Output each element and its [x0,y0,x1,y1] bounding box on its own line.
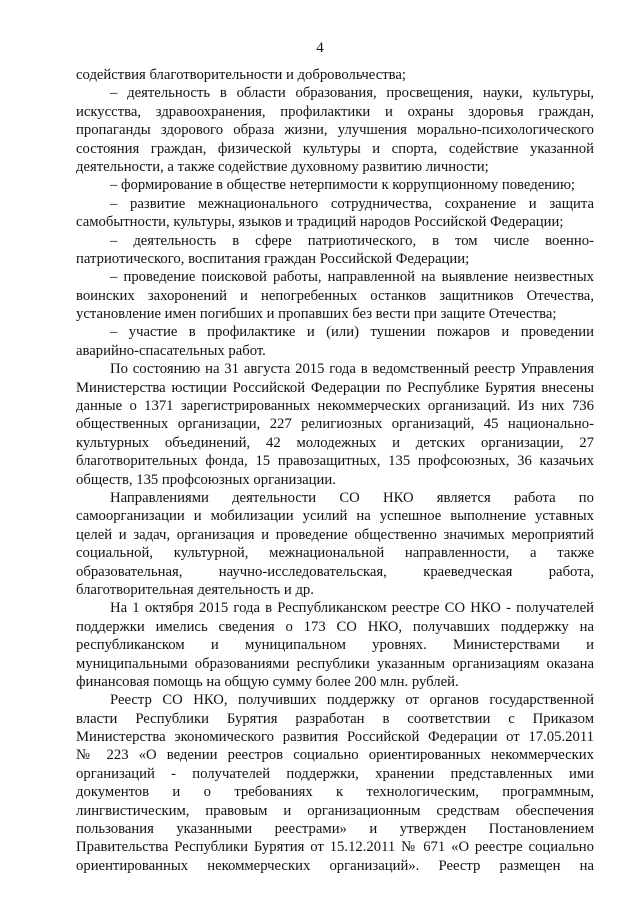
text-line: образовательная, научно-исследовательская, краеведческая работа, [76,563,594,580]
text-line: муниципальными образованиями республики указанным организациям оказана [76,655,594,672]
text-line: № 223 «О ведении реестров социально ориентированных некоммерческих [76,747,594,764]
text-line: республиканском и муниципальном уровнях. Министерствами и [76,637,594,654]
text-line: искусства, здравоохранения, профилактики и охраны здоровья граждан, [76,103,594,120]
text-line: пропаганды здорового образа жизни, улучшения морально-психологического [76,122,594,139]
text-line: данные о 1371 зарегистрированных некоммерческих организаций. Из них 736 [76,398,594,415]
text-line: социальной, культурной, межнациональной направленности, а также [76,545,594,562]
body-text [76,66,594,875]
text-line: патриотического, воспитания граждан Российской Федерации; [76,250,470,267]
text-line: воинских захоронений и непогребенных останков защитников Отечества, [76,287,594,304]
text-line: По состоянию на 31 августа 2015 года в ведомственный реестр Управления [110,361,594,378]
text-line: состояния граждан, физической культуры и спорта, содействие указанной [76,140,594,157]
text-line: обществ, 135 профсоюзных организации. [76,471,336,488]
text-line: финансовая помощь на общую сумму более 200 млн. рублей. [76,673,459,690]
text-line: – развитие межнационального сотрудничества, сохранение и защита [110,195,594,212]
text-line: Министерства юстиции Российской Федерации по Республике Бурятия внесены [76,379,594,396]
text-line: благотворительная деятельность и др. [76,581,314,598]
text-line: власти Республики Бурятия разработан в соответствии с Приказом [76,710,594,727]
text-line: – формирование в обществе нетерпимости к коррупционному поведению; [110,177,576,194]
text-line: документов и о требованиях к технологическим, программным, [76,784,594,801]
text-line: – проведение поисковой работы, направленной на выявление неизвестных [110,269,594,286]
text-line: пользования указанными реестрами» и утвержден Постановлением [76,821,594,838]
text-line: Министерства экономического развития Российской Федерации от 17.05.2011 [76,729,594,746]
text-line: поддержки имелись сведения о 173 СО НКО, получавших поддержку на [76,618,594,635]
text-line: содействия благотворительности и добровольчества; [76,67,406,83]
text-line: общественных организации, 227 религиозных организаций, 45 национально- [76,416,594,433]
text-line: деятельности, а также содействие духовному развитию личности; [76,158,489,175]
page-number: 4 [316,40,324,56]
text-line: установление имен погибших и пропавших без вести при защите Отечества; [76,306,557,323]
text-line: – участие в профилактике и (или) тушении пожаров и проведении [110,324,594,341]
text-line: аварийно-спасательных работ. [76,342,266,359]
text-line: – деятельность в области образования, просвещения, науки, культуры, [110,85,594,102]
text-line: Направлениями деятельности СО НКО является работа по [110,489,594,506]
text-line: целей и задач, организация и проведение общественно значимых мероприятий [76,526,594,543]
text-line: культурных объединений, 42 молодежных и детских организации, 27 [76,434,594,451]
text-line: лингвистическим, правовым и организационным средствам обеспечения [76,802,594,819]
text-line: Правительства Республики Бурятия от 15.12.2011 № 671 «О реестре социально [76,839,594,856]
text-line: самоорганизации и мобилизации усилий на успешное выполнение уставных [76,508,594,525]
text-line: Реестр СО НКО, получивших поддержку от органов государственной [110,692,594,709]
text-line: самобытности, культуры, языков и традиций народов Российской Федерации; [76,214,564,231]
text-line: На 1 октября 2015 года в Республиканском реестре СО НКО - получателей [110,600,594,617]
text-line: – деятельность в сфере патриотического, в том числе военно- [110,232,594,249]
text-line: ориентированных некоммерческих организаций». Реестр размещен на [76,857,594,874]
text-line: благотворительных фонда, 15 правозащитных, 135 профсоюзных, 36 казачьих [76,453,594,470]
text-line: организаций - получателей поддержки, хранении представленных ими [76,765,594,782]
